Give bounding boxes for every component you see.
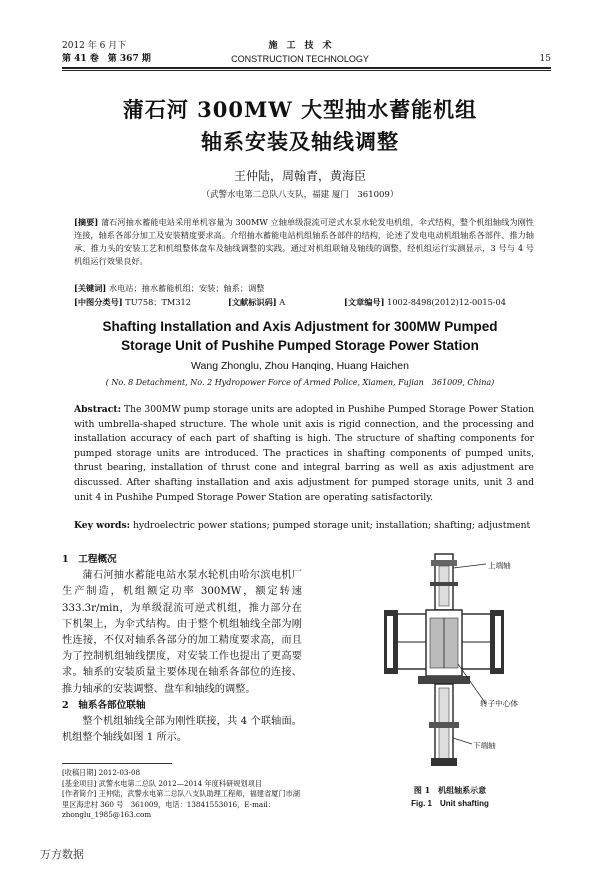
footnote-rule	[62, 763, 172, 764]
header-journal-cn: 施 工 技 术	[268, 41, 332, 51]
figure-label-rotor-center: 转子中心体	[480, 699, 518, 708]
keywords-cn-text: 水电站；抽水蓄能机组；安装；轴系；调整	[108, 283, 265, 293]
header-journal-en: CONSTRUCTION TECHNOLOGY	[231, 54, 369, 64]
figure-label-upper-shaft: 上端轴	[488, 561, 511, 570]
footnote-received: [收稿日期] 2012-03-08	[62, 768, 141, 777]
figure-caption-en: Fig. 1 Unit shafting	[411, 799, 489, 808]
abstract-en	[74, 403, 534, 505]
keywords-en-label: Key words:	[74, 520, 131, 531]
classification-row	[74, 296, 534, 309]
section-2-paragraph: 整个机组轴线全部为刚性联接，共 4 个联轴面。机组整个轴线如图 1 所示。	[62, 716, 302, 744]
abstract-cn-label: [摘要]	[74, 217, 99, 227]
affiliation-cn: （武警水电第二总队八支队，福建 厦门 361009）	[201, 190, 399, 200]
watermark: 万方数据	[40, 848, 84, 861]
figure-caption-cn: 图 1 机组轴系示意	[413, 785, 487, 795]
section-2-heading: 2 轴系各部位联轴	[62, 699, 146, 711]
abstract-cn-text: 蒲石河抽水蓄能电站采用单机容量为 300MW 立轴单级混流可逆式水泵水轮发电机组，伞式结构，整个机组轴线为刚性连接，轴系各部分加工及安装精度要求高。介绍抽水蓄能电站机组轴系各部件的结构，论述了发电电动机组轴系各部件、推力轴承、推力头的安装工艺和机组整体盘车及轴线调整的实践。通过对机组联轴及轴线的调整，经机组运行实测显示，3 号与 4 号机组运行效果良好。	[74, 217, 534, 266]
keywords-cn-label: [关键词]	[74, 283, 107, 293]
doc-code-value: A	[279, 297, 286, 307]
footnotes	[62, 768, 302, 821]
affiliation-en: ( No. 8 Detachment, No. 2 Hydropower Force of Armed Police, Xiamen, Fujian 361009, China)	[105, 378, 495, 387]
keywords-en	[74, 519, 534, 534]
abstract-en-label: Abstract:	[74, 404, 121, 415]
footnote-author: [作者简介] 王仲陆，武警水电第二总队八支队助理工程师，福建省厦门市湖里区海忠村 360 号 361009，电话：13841553016，E-mail：zhonglu_1985@163.com	[62, 789, 300, 819]
upper-coupling	[431, 560, 457, 566]
section-1-paragraph: 蒲石河抽水蓄能电站水泵水轮机由哈尔滨电机厂生产制造，机组额定功率 300MW，额定转速 333.3r/min，为单级混流可逆式机组，推力部分在下机架上，为伞式结构。由于整个机组轴线全部为刚性连接，不仅对轴系各部分的加工精度要求高，而且为了控制机组轴线摆度，对安装工作也提出了更高要求。轴系的安装质量主要体现在轴系各部位的连接、推力轴承的安装调整、盘车和轴线的调整。	[62, 570, 302, 695]
class-no-label: [中图分类号]	[74, 297, 123, 307]
abstract-cn	[74, 216, 534, 268]
lower-coupling	[429, 722, 459, 728]
abstract-en-text: The 300MW pump storage units are adopted in Pushihe Pumped Storage Power Station with umbrella-shaped structure. The whole unit axis is rigid connection, and the processing and installation accuracy of each part of shafting is high. The structure of shafting components for pumped storage units are introduced. The practices in shafting components of pumped units, thrust bearing, installation of thrust cone and integral barring as well as axis adjustment are discussed. After shafting installation and axis adjustment for pumped storage units, unit 3 and unit 4 in Pushihe Pumped Storage Power Station are operating satisfactorily.	[74, 404, 534, 503]
article-no-label: [文章编号]	[344, 297, 385, 307]
footnote-funding: [基金项目] 武警水电第二总队 2012—2014 年度科研规划项目	[62, 778, 262, 788]
article-no-value: 1002-8498(2012)12-0015-04	[387, 297, 506, 307]
authors-en: Wang Zhonglu, Zhou Hanqing, Huang Haichen	[191, 360, 409, 372]
keywords-cn	[74, 282, 534, 295]
unit-shafting-figure	[380, 552, 540, 777]
keywords-en-text: hydroelectric power stations; pumped storage unit; installation; shafting; adjustment	[132, 520, 531, 531]
title-en-line1: Shafting Installation and Axis Adjustment for 300MW Pumped	[102, 319, 498, 334]
header-volume: 第 41 卷 第 367 期	[62, 54, 151, 64]
title-cn-line1: 蒲石河 300MW 大型抽水蓄能机组	[122, 97, 478, 122]
thrust-collar	[418, 676, 470, 684]
section-1-heading: 1 工程概况	[62, 554, 117, 565]
doc-code-label: [文献标识码]	[228, 297, 277, 307]
header-rule	[62, 67, 551, 69]
header-rule-thin	[62, 70, 551, 71]
authors-cn: 王仲陆，周翰青，黄海臣	[233, 169, 366, 183]
title-cn-line2: 轴系安装及轴线调整	[201, 129, 399, 154]
header-date: 2012 年 6 月下	[62, 41, 127, 51]
figure-label-lower-shaft: 下端轴	[473, 741, 496, 750]
title-en-line2: Storage Unit of Pushihe Pumped Storage Power Station	[121, 338, 479, 353]
header-page-number: 15	[539, 54, 551, 64]
class-no-value: TU758；TM312	[125, 297, 191, 307]
body-left-column	[62, 552, 302, 746]
